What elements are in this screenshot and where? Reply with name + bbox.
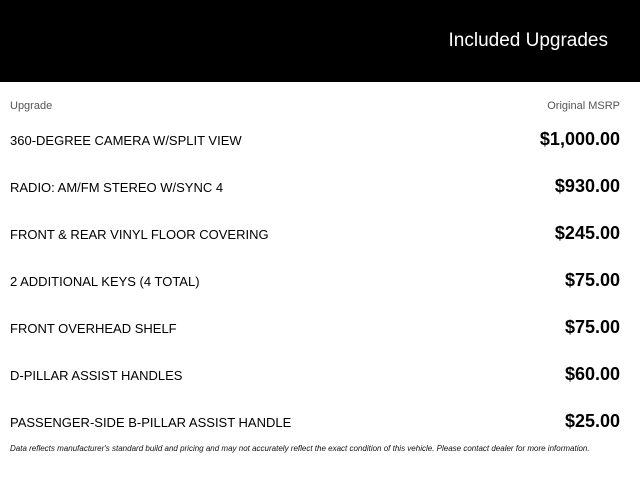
column-header-upgrade: Upgrade	[10, 100, 53, 112]
upgrade-price: $245.00	[554, 223, 620, 243]
column-header-msrp: Original MSRP	[547, 100, 620, 112]
disclaimer-text: Data reflects manufacturer's standard build and pricing and may not accurately reflect the exact condition of this vehicle. Please contact dealer for more information.	[10, 444, 590, 453]
table-row	[0, 256, 640, 303]
upgrade-price: $75.00	[564, 317, 620, 337]
upgrade-price: $75.00	[564, 270, 620, 290]
table-row	[0, 303, 640, 350]
upgrade-name: PASSENGER-SIDE B-PILLAR ASSIST HANDLE	[10, 415, 292, 430]
table-row	[0, 209, 640, 256]
table-row	[0, 397, 640, 444]
upgrade-name: FRONT & REAR VINYL FLOOR COVERING	[10, 227, 269, 242]
page-title: Included Upgrades	[448, 30, 608, 51]
upgrade-name: 360-DEGREE CAMERA W/SPLIT VIEW	[10, 133, 242, 148]
upgrades-table	[0, 115, 640, 444]
upgrade-price: $60.00	[564, 364, 620, 384]
upgrade-name: RADIO: AM/FM STEREO W/SYNC 4	[10, 180, 224, 195]
upgrade-price: $1,000.00	[539, 129, 620, 149]
upgrade-name: D-PILLAR ASSIST HANDLES	[10, 368, 183, 383]
upgrade-name: FRONT OVERHEAD SHELF	[10, 321, 177, 336]
table-row	[0, 350, 640, 397]
table-row	[0, 162, 640, 209]
upgrade-name: 2 ADDITIONAL KEYS (4 TOTAL)	[10, 274, 200, 289]
header-bar	[0, 0, 640, 82]
table-row	[0, 115, 640, 162]
upgrade-price: $25.00	[564, 411, 620, 431]
upgrade-price: $930.00	[554, 176, 620, 196]
